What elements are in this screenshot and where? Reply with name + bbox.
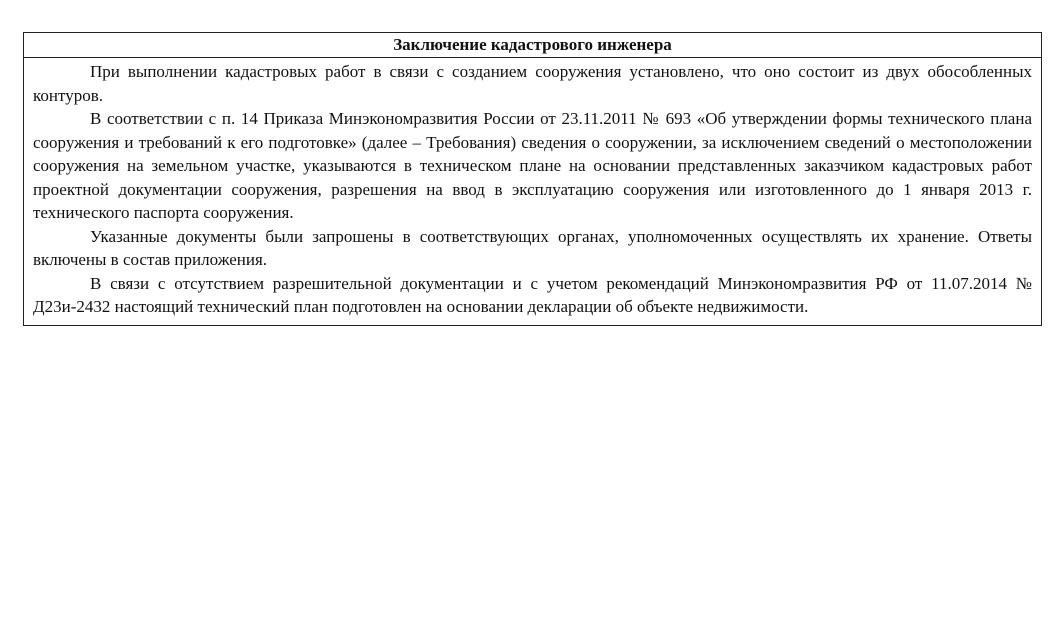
paragraph-requests: Указанные документы были запрошены в соответствующих органах, уполномоченных осуществлять их хранение. Ответы включены в состав приложения. [33, 226, 1032, 269]
paragraph-contours: При выполнении кадастровых работ в связи с созданием сооружения установлено, что оно состоит из двух обособленных контуров. [33, 62, 1032, 105]
section-title: Заключение кадастрового инженера [24, 33, 1041, 58]
paragraph-declaration: В связи с отсутствием разрешительной документации и с учетом рекомендаций Минэкономразвития РФ от 11.07.2014 № Д23и-2432 настоящий технический план подготовлен на основании декларации об объекте недвижимости. [33, 273, 1032, 316]
conclusion-body [24, 58, 1041, 325]
paragraph-requirements: В соответствии с п. 14 Приказа Минэкономразвития России от 23.11.2011 № 693 «Об утверждении формы технического плана сооружения и требований к его подготовке» (далее – Требования) сведения о сооружении, за исключением сведений о местоположении сооружения на земельном участке, указываются в техническом плане на основании представленных заказчиком кадастровых работ проектной документации сооружения, разрешения на ввод в эксплуатацию сооружения или изготовленного до 1 января 2013 г. технического паспорта сооружения. [33, 109, 1032, 222]
conclusion-table [23, 32, 1042, 326]
